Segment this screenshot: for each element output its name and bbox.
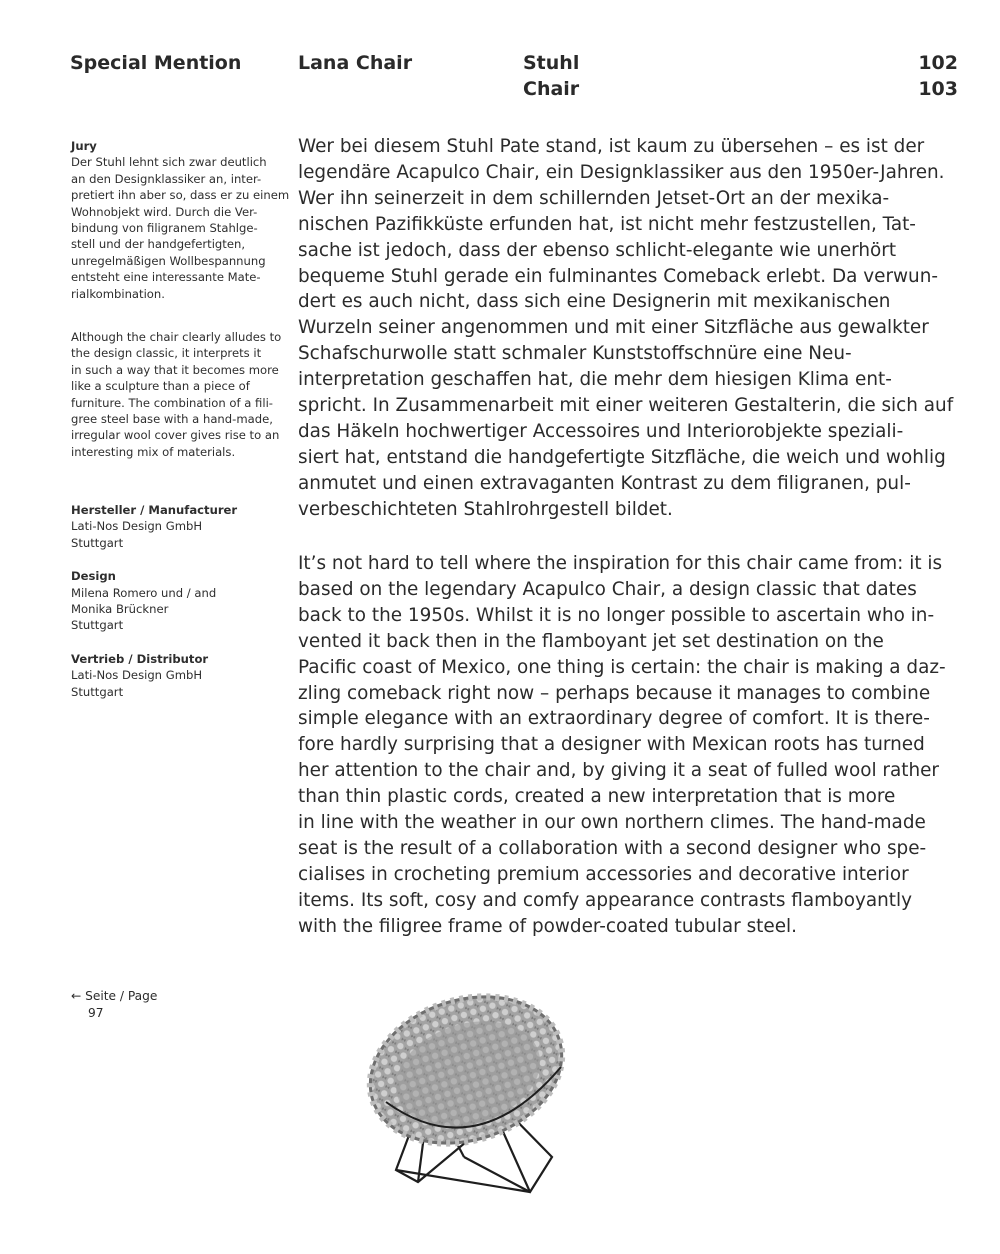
text-line: Wer ihn seinerzeit in dem schillernden Jetset-Ort an der mexika- xyxy=(298,187,890,209)
jury-line: the design classic, it interprets it xyxy=(71,346,262,361)
chair-photo xyxy=(356,992,592,1200)
design-names-2: Monika Brückner xyxy=(71,602,169,617)
jury-line: Wohnobjekt wird. Durch die Ver- xyxy=(71,204,258,219)
jury-line: rialkombination. xyxy=(71,286,165,301)
jury-line: Der Stuhl lehnt sich zwar deutlich xyxy=(71,155,267,170)
text-line: verbeschichteten Stahlrohrgestell bildet. xyxy=(298,498,673,520)
text-line: back to the 1950s. Whilst it is no longer possible to ascertain who in- xyxy=(298,604,935,626)
text-line: than thin plastic cords, created a new interpretation that is more xyxy=(298,786,896,808)
jury-line: unregelmäßigen Wollbespannung xyxy=(71,253,266,268)
text-line: It’s not hard to tell where the inspiration for this chair came from: it is xyxy=(298,553,943,574)
jury-line: bindung von filigranem Stahlge- xyxy=(71,221,258,236)
jury-line: gree steel base with a hand-made, xyxy=(71,412,273,427)
text-line: items. Its soft, cosy and comfy appearance contrasts flamboyantly xyxy=(298,889,912,911)
jury-line: irregular wool cover gives rise to an xyxy=(71,428,280,443)
text-line: dert es auch nicht, dass sich eine Designerin mit mexikanischen xyxy=(298,291,891,313)
text-line: vented it back then in the flamboyant jet set destination on the xyxy=(298,630,884,652)
text-line: based on the legendary Acapulco Chair, a design classic that dates xyxy=(298,578,917,600)
jury-line: furniture. The combination of a fili- xyxy=(71,395,273,410)
design-label: Design xyxy=(71,569,116,584)
design-names: Milena Romero und / and xyxy=(71,585,217,600)
jury-line: entsteht eine interessante Mate- xyxy=(71,270,261,285)
text-line: Wer bei diesem Stuhl Pate stand, ist kaum zu übersehen – es ist der xyxy=(298,136,925,157)
page-reference-number: 97 xyxy=(88,1006,104,1020)
text-line: with the filigree frame of powder-coated tubular steel. xyxy=(298,915,797,937)
product-title: Lana Chair xyxy=(298,52,413,74)
page-reference-label: ← Seite / Page xyxy=(71,989,158,1003)
manufacturer-label: Hersteller / Manufacturer xyxy=(71,503,238,517)
text-line: nischen Pazifikküste erfunden hat, ist nicht mehr festzustellen, Tat- xyxy=(298,213,916,235)
jury-line: an den Designklassiker an, inter- xyxy=(71,171,262,186)
jury-line: pretiert ihn aber so, dass er zu einem xyxy=(71,188,290,203)
text-line: in line with the weather in our own northern climes. The hand-made xyxy=(298,812,926,834)
text-line: zling comeback right now – perhaps because it manages to combine xyxy=(298,682,931,704)
text-line: interpretation geschaffen hat, die mehr dem hiesigen Klima ent- xyxy=(298,369,892,391)
text-line: cialises in crocheting premium accessories and decorative interior xyxy=(298,863,909,885)
jury-statement-en xyxy=(71,329,283,460)
page-number-left: 102 xyxy=(918,52,958,74)
text-line: Wurzeln seiner angenommen und mit einer Sitzfläche aus gewalkter xyxy=(298,317,929,339)
text-line: bequeme Stuhl gerade ein fulminantes Comeback erlebt. Da verwun- xyxy=(298,265,939,287)
text-line: spricht. In Zusammenarbeit mit einer weiteren Gestalterin, die sich auf xyxy=(298,395,954,417)
section-title: Special Mention xyxy=(70,52,242,74)
jury-line: interesting mix of materials. xyxy=(71,444,236,459)
text-line: simple elegance with an extraordinary degree of comfort. It is there- xyxy=(298,708,930,730)
design-block xyxy=(71,568,283,634)
text-line: das Häkeln hochwertiger Accessoires und Interiorobjekte speziali- xyxy=(298,420,904,442)
jury-line: Although the chair clearly alludes to xyxy=(71,330,282,344)
distributor-city: Stuttgart xyxy=(71,684,124,699)
manufacturer-block xyxy=(71,502,283,551)
distributor-name: Lati-Nos Design GmbH xyxy=(71,668,203,683)
manufacturer-city: Stuttgart xyxy=(71,535,124,550)
category-en: Chair xyxy=(523,78,580,100)
jury-label: Jury xyxy=(71,139,97,153)
distributor-block xyxy=(71,651,283,700)
design-city: Stuttgart xyxy=(71,618,124,633)
jury-line: in such a way that it becomes more xyxy=(71,362,279,377)
category-title xyxy=(523,50,579,102)
jury-line: stell und der handgefertigten, xyxy=(71,237,246,252)
text-line: legendäre Acapulco Chair, ein Designklassiker aus den 1950er-Jahren. xyxy=(298,161,945,183)
page-reference[interactable] xyxy=(71,988,157,1022)
text-line: siert hat, entstand die handgefertigte Sitzfläche, die weich und wohlig xyxy=(298,446,946,468)
main-text-en xyxy=(298,551,963,940)
distributor-label: Vertrieb / Distributor xyxy=(71,651,209,666)
text-line: Pacific coast of Mexico, one thing is certain: the chair is making a daz- xyxy=(298,656,946,678)
jury-line: like a sculpture than a piece of xyxy=(71,379,250,394)
main-text-de xyxy=(298,134,963,523)
jury-statement-de xyxy=(71,138,290,302)
text-line: her attention to the chair and, by giving it a seat of fulled wool rather xyxy=(298,760,939,782)
text-line: seat is the result of a collaboration with a second designer who spe- xyxy=(298,837,927,859)
manufacturer-name: Lati-Nos Design GmbH xyxy=(71,519,203,534)
page-numbers xyxy=(918,50,958,102)
category-de: Stuhl xyxy=(523,52,580,74)
text-line: Schafschurwolle statt schmaler Kunststoffschnüre eine Neu- xyxy=(298,343,852,365)
page-number-right: 103 xyxy=(918,78,958,100)
text-line: anmutet und einen extravaganten Kontrast zu dem filigranen, pul- xyxy=(298,472,911,494)
text-line: sache ist jedoch, dass der ebenso schlicht-elegante wie unerhört xyxy=(298,239,897,261)
text-line: fore hardly surprising that a designer with Mexican roots has turned xyxy=(298,734,925,756)
credits xyxy=(71,502,283,717)
